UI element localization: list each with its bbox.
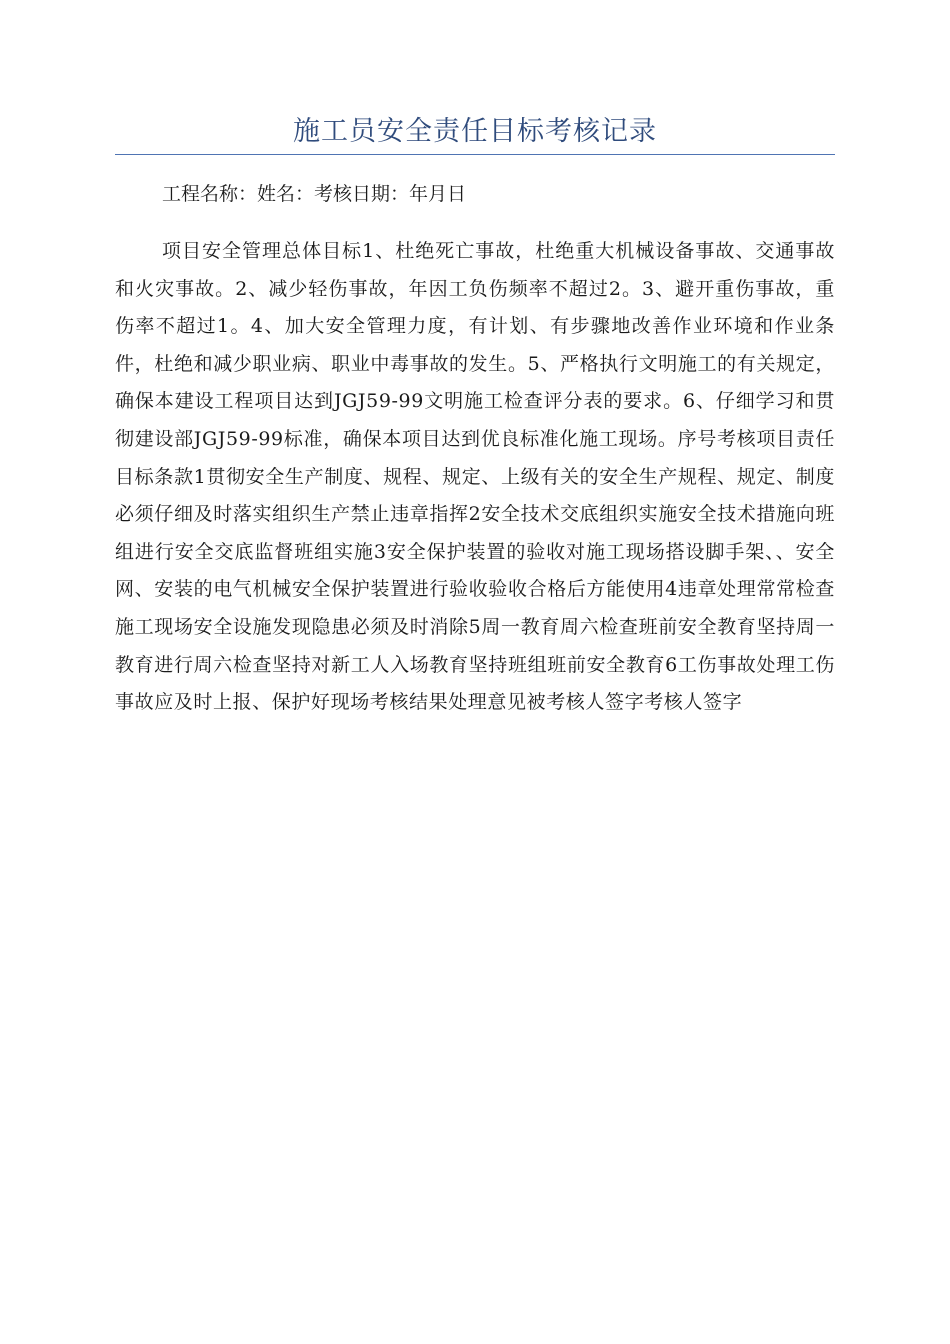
record-header-fields: 工程名称：姓名：考核日期：年月日 [162,183,467,205]
page-title: 施工员安全责任目标考核记录 [293,116,657,147]
body-paragraph: 项目安全管理总体目标1、杜绝死亡事故，杜绝重大机械设备事故、交通事故和火灾事故。2、减少轻伤事故，年因工负伤频率不超过2。3、避开重伤事故，重伤率不超过1。4、加大安全管理力度，有计划、有步骤地改善作业环境和作业条件，杜绝和减少职业病、职业中毒事故的发生。5、严格执行文明施工的有关规定，确保本建设工程项目达到JGJ59-99文明施工检查评分表的要求。6、仔细学习和贯彻建设部JGJ59-99标准，确保本项目达到优良标准化施工现场。序号考核项目责任目标条款1贯彻安全生产制度、规程、规定、上级有关的安全生产规程、规定、制度必须仔细及时落实组织生产禁止违章指挥2安全技术交底组织实施安全技术措施向班组进行安全交底监督班组实施3安全保护装置的验收对施工现场搭设脚手架、、安全网、安装的电气机械安全保护装置进行验收验收合格后方能使用4违章处理常常检查施工现场安全设施发现隐患必须及时消除5周一教育周六检查班前安全教育坚持周一教育进行周六检查坚持对新工人入场教育坚持班组班前安全教育6工伤事故处理工伤事故应及时上报、保护好现场考核结果处理意见被考核人签字考核人签字 [115,240,835,714]
title-underline [115,154,835,155]
